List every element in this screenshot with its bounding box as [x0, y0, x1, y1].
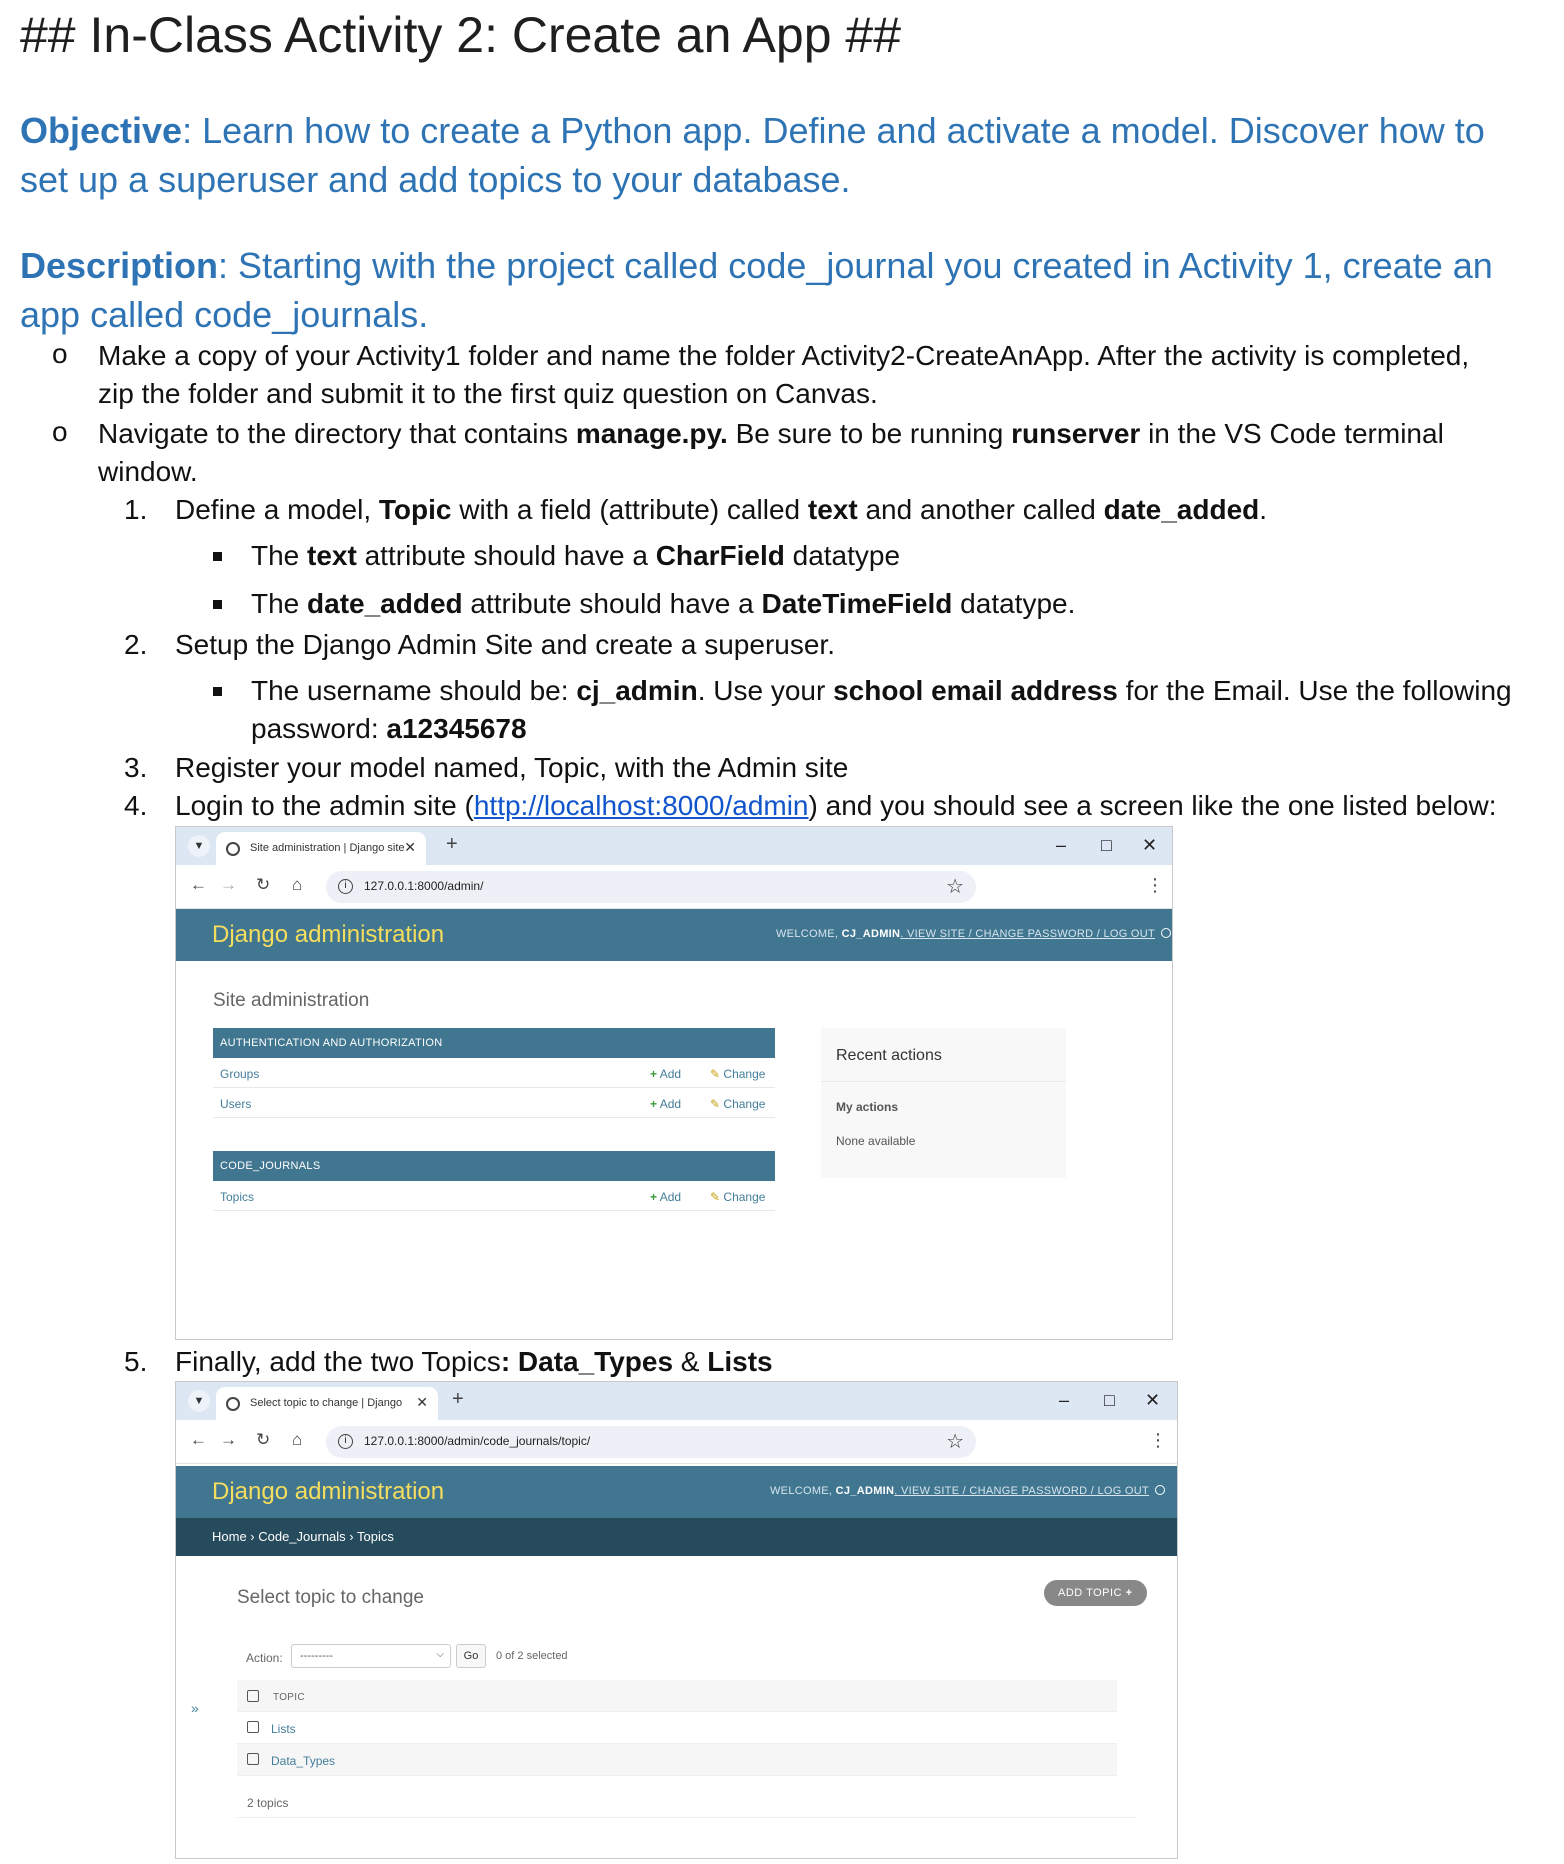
text: The: [251, 540, 308, 571]
text: . Use your: [697, 675, 834, 706]
table-row: [213, 1181, 775, 1211]
close-tab-icon[interactable]: ✕: [416, 1394, 428, 1410]
django-header: [176, 1466, 1177, 1518]
step-3-number: 3.: [124, 752, 148, 783]
chevron-down-icon: ⌵: [436, 1649, 444, 1660]
table-row: [213, 1088, 775, 1118]
recent-actions-heading: Recent actions: [836, 1047, 942, 1064]
text: Change: [723, 1067, 766, 1081]
toggle-nav-sidebar-icon[interactable]: »: [191, 1700, 199, 1716]
objective-label: Objective: [20, 110, 183, 151]
add-link[interactable]: [650, 1190, 681, 1204]
text: with a field (attribute) called: [451, 494, 808, 525]
circle-bullet-icon: o: [52, 338, 68, 369]
description-label: Description: [20, 245, 219, 286]
text: Topic: [378, 494, 452, 525]
square-bullet-icon: [213, 600, 222, 609]
browser-tab-strip: [176, 1382, 1177, 1420]
user-tools: [776, 928, 1171, 940]
model-link-topics[interactable]: Topics: [220, 1190, 255, 1204]
page-heading: Select topic to change: [237, 1587, 424, 1608]
text: cj_admin: [576, 675, 698, 706]
square-bullet-icon: [213, 552, 222, 561]
text: Navigate to the directory that contains: [98, 418, 576, 449]
add-link[interactable]: [650, 1097, 681, 1111]
address-bar[interactable]: [326, 871, 976, 903]
text: Finally, add the two Topics: [175, 1346, 501, 1377]
text: ADD TOPIC: [1058, 1587, 1122, 1599]
text: WELCOME,: [770, 1485, 836, 1497]
bullet-2-line-1: [98, 418, 1444, 450]
user-links[interactable]: . VIEW SITE / CHANGE PASSWORD / LOG OUT: [900, 928, 1156, 940]
text: for the Email. Use the following: [1117, 675, 1512, 706]
back-icon[interactable]: ←: [190, 1430, 207, 1449]
reload-icon[interactable]: ↻: [256, 875, 271, 894]
row-checkbox[interactable]: [247, 1721, 259, 1733]
bullet-2-line-2: window.: [98, 456, 198, 487]
plus-icon: +: [650, 1097, 658, 1111]
back-icon[interactable]: ←: [190, 875, 207, 894]
change-link[interactable]: [710, 1097, 765, 1111]
text: a12345678: [386, 713, 527, 744]
user-tools: [770, 1485, 1165, 1497]
close-window-icon[interactable]: ✕: [1145, 1390, 1161, 1410]
app-module-code-journals: [213, 1151, 775, 1211]
address-bar[interactable]: [326, 1426, 976, 1458]
django-branding[interactable]: Django administration: [212, 1478, 445, 1505]
browser-tab[interactable]: [216, 1387, 438, 1420]
description-text: : Starting with the project called code_journal you created in Activity 1, create an app called code_journals.: [20, 245, 1493, 335]
text: : Data_Types: [500, 1346, 674, 1377]
bullet-1-line-1: Make a copy of your Activity1 folder and name the folder Activity2-CreateAnApp. After the activity is completed,: [98, 340, 1470, 371]
browser-toolbar: [176, 865, 1172, 909]
text: Lists: [707, 1346, 773, 1377]
plus-icon: +: [650, 1190, 658, 1204]
step-1-sub-1: [251, 540, 900, 572]
divider: [821, 1081, 1066, 1082]
site-info-icon[interactable]: i: [338, 1434, 353, 1449]
spacer: [237, 1622, 1117, 1624]
column-header-topic[interactable]: TOPIC: [273, 1692, 305, 1703]
action-select[interactable]: [291, 1644, 451, 1668]
forward-icon[interactable]: →: [220, 1430, 237, 1449]
username: CJ_ADMIN: [835, 1485, 895, 1497]
user-links[interactable]: . VIEW SITE / CHANGE PASSWORD / LOG OUT: [894, 1485, 1150, 1497]
tab-search-dropdown-icon[interactable]: ▼: [188, 1390, 210, 1412]
text: ---------: [300, 1650, 333, 1662]
module-caption[interactable]: CODE_JOURNALS: [213, 1151, 775, 1181]
browser-menu-icon[interactable]: ⋮: [1149, 1430, 1167, 1450]
tab-search-dropdown-icon[interactable]: ▼: [188, 835, 210, 857]
step-1-text: [175, 494, 1267, 526]
text: manage.py.: [575, 418, 728, 449]
select-all-checkbox[interactable]: [247, 1690, 259, 1702]
reload-icon[interactable]: ↻: [256, 1430, 271, 1449]
model-link-users[interactable]: Users: [220, 1097, 252, 1111]
table-row: [213, 1058, 775, 1088]
browser-menu-icon[interactable]: ⋮: [1146, 875, 1164, 895]
plus-icon: +: [1125, 1587, 1133, 1599]
objective-text: : Learn how to create a Python app. Define and activate a model. Discover how to set up a superuser and add topics to your database.: [20, 110, 1485, 200]
objective-paragraph: [20, 106, 1540, 204]
text: runserver: [1011, 418, 1141, 449]
text: attribute should have a: [462, 588, 762, 619]
text: date_added: [1103, 494, 1260, 525]
address-url: 127.0.0.1:8000/admin/code_journals/topic/: [364, 1434, 591, 1448]
text: The username should be:: [251, 675, 577, 706]
maximize-icon[interactable]: □: [1101, 835, 1112, 855]
none-available-text: None available: [836, 1134, 916, 1148]
text: Change: [723, 1190, 766, 1204]
recent-actions-panel: [821, 1028, 1066, 1178]
plus-icon: +: [650, 1067, 658, 1081]
add-link[interactable]: [650, 1067, 681, 1081]
step-4-text: [175, 790, 1497, 822]
home-icon[interactable]: ⌂: [292, 1430, 303, 1449]
text: datatype: [784, 540, 901, 571]
close-tab-icon[interactable]: ✕: [404, 839, 416, 855]
new-tab-icon[interactable]: +: [446, 833, 458, 855]
step-1-number: 1.: [124, 494, 148, 525]
tab-title: Select topic to change | Django: [250, 1397, 403, 1409]
django-header: [176, 909, 1172, 961]
square-bullet-icon: [213, 687, 222, 696]
text: ) and you should see a screen like the one listed below:: [808, 790, 1497, 821]
row-checkbox[interactable]: [247, 1753, 259, 1765]
step-5-number: 5.: [124, 1346, 148, 1377]
step-1-sub-2: [251, 588, 1075, 620]
text: Add: [659, 1067, 682, 1081]
bookmark-star-icon[interactable]: ☆: [946, 1431, 964, 1453]
text: Add: [659, 1190, 682, 1204]
text: attribute should have a: [356, 540, 656, 571]
site-administration-heading: Site administration: [213, 990, 370, 1011]
result-count: 2 topics: [247, 1796, 289, 1810]
change-link[interactable]: [710, 1067, 765, 1081]
new-tab-icon[interactable]: +: [452, 1388, 464, 1410]
text: text: [807, 494, 858, 525]
browser-window-topic-list: [175, 1381, 1178, 1859]
selection-counter: 0 of 2 selected: [496, 1650, 568, 1662]
step-2-sub-line-2: [251, 713, 527, 745]
home-icon[interactable]: ⌂: [292, 875, 303, 894]
breadcrumb[interactable]: Home › Code_Journals › Topics: [176, 1518, 1177, 1556]
address-url: 127.0.0.1:8000/admin/: [364, 879, 484, 893]
add-topic-button[interactable]: [1044, 1580, 1147, 1606]
browser-tab[interactable]: [216, 832, 426, 865]
topic-link[interactable]: Data_Types: [271, 1754, 336, 1768]
text: school email address: [833, 675, 1118, 706]
minimize-icon[interactable]: –: [1059, 1390, 1070, 1410]
pencil-icon: ✎: [710, 1067, 721, 1081]
tab-title: Site administration | Django site: [250, 842, 405, 854]
text: password:: [251, 713, 387, 744]
actions-bar: [246, 1637, 1116, 1675]
text: Be sure to be running: [727, 418, 1012, 449]
go-button[interactable]: Go: [456, 1644, 486, 1668]
topic-link[interactable]: Lists: [271, 1722, 296, 1736]
table-row: [237, 1712, 1117, 1744]
pencil-icon: ✎: [710, 1190, 721, 1204]
text: in the VS Code terminal: [1140, 418, 1444, 449]
close-window-icon[interactable]: ✕: [1142, 835, 1158, 855]
text: &: [673, 1346, 708, 1377]
description-paragraph: [20, 241, 1550, 339]
text: CharField: [655, 540, 785, 571]
browser-window-admin-index: [175, 826, 1173, 1340]
change-link[interactable]: [710, 1190, 765, 1204]
site-info-icon[interactable]: i: [338, 879, 353, 894]
browser-toolbar: [176, 1420, 1177, 1464]
step-4-number: 4.: [124, 790, 148, 821]
app-module-auth: [213, 1028, 775, 1118]
bookmark-star-icon[interactable]: ☆: [946, 876, 964, 898]
step-2-text: Setup the Django Admin Site and create a superuser.: [175, 629, 835, 660]
model-link-groups[interactable]: Groups: [220, 1067, 260, 1081]
globe-icon: [226, 1397, 240, 1411]
bullet-1-line-2: zip the folder and submit it to the first quiz question on Canvas.: [98, 378, 878, 409]
globe-icon: [226, 842, 240, 856]
table-row: [237, 1744, 1117, 1776]
text: Define a model,: [175, 494, 379, 525]
text: WELCOME,: [776, 928, 842, 940]
forward-icon[interactable]: →: [220, 875, 237, 894]
admin-site-link[interactable]: http://localhost:8000/admin: [473, 790, 809, 821]
browser-tab-strip: [176, 827, 1172, 865]
text: Change: [723, 1097, 766, 1111]
username: CJ_ADMIN: [841, 928, 901, 940]
paginator: [237, 1776, 1137, 1818]
maximize-icon[interactable]: □: [1104, 1390, 1115, 1410]
text: and another called: [857, 494, 1104, 525]
text: Login to the admin site (: [175, 790, 474, 821]
page-title: ## In-Class Activity 2: Create an App ##: [20, 7, 902, 63]
module-caption[interactable]: AUTHENTICATION AND AUTHORIZATION: [213, 1028, 775, 1058]
text: text: [307, 540, 357, 571]
theme-toggle-icon[interactable]: [1161, 928, 1171, 938]
step-2-number: 2.: [124, 629, 148, 660]
text: .: [1259, 494, 1268, 525]
step-2-sub-line-1: [251, 675, 1512, 707]
minimize-icon[interactable]: –: [1056, 835, 1067, 855]
text: Add: [659, 1097, 682, 1111]
circle-bullet-icon: o: [52, 416, 68, 447]
pencil-icon: ✎: [710, 1097, 721, 1111]
text: datatype.: [952, 588, 1076, 619]
theme-toggle-icon[interactable]: [1155, 1485, 1165, 1495]
text: The: [251, 588, 308, 619]
my-actions-heading: My actions: [836, 1100, 899, 1114]
action-label: Action:: [246, 1651, 283, 1665]
step-3-text: Register your model named, Topic, with the Admin site: [175, 752, 849, 783]
text: DateTimeField: [761, 588, 953, 619]
django-branding[interactable]: Django administration: [212, 921, 445, 948]
table-header: [237, 1680, 1117, 1712]
text: date_added: [307, 588, 463, 619]
step-5-text: [175, 1346, 773, 1378]
